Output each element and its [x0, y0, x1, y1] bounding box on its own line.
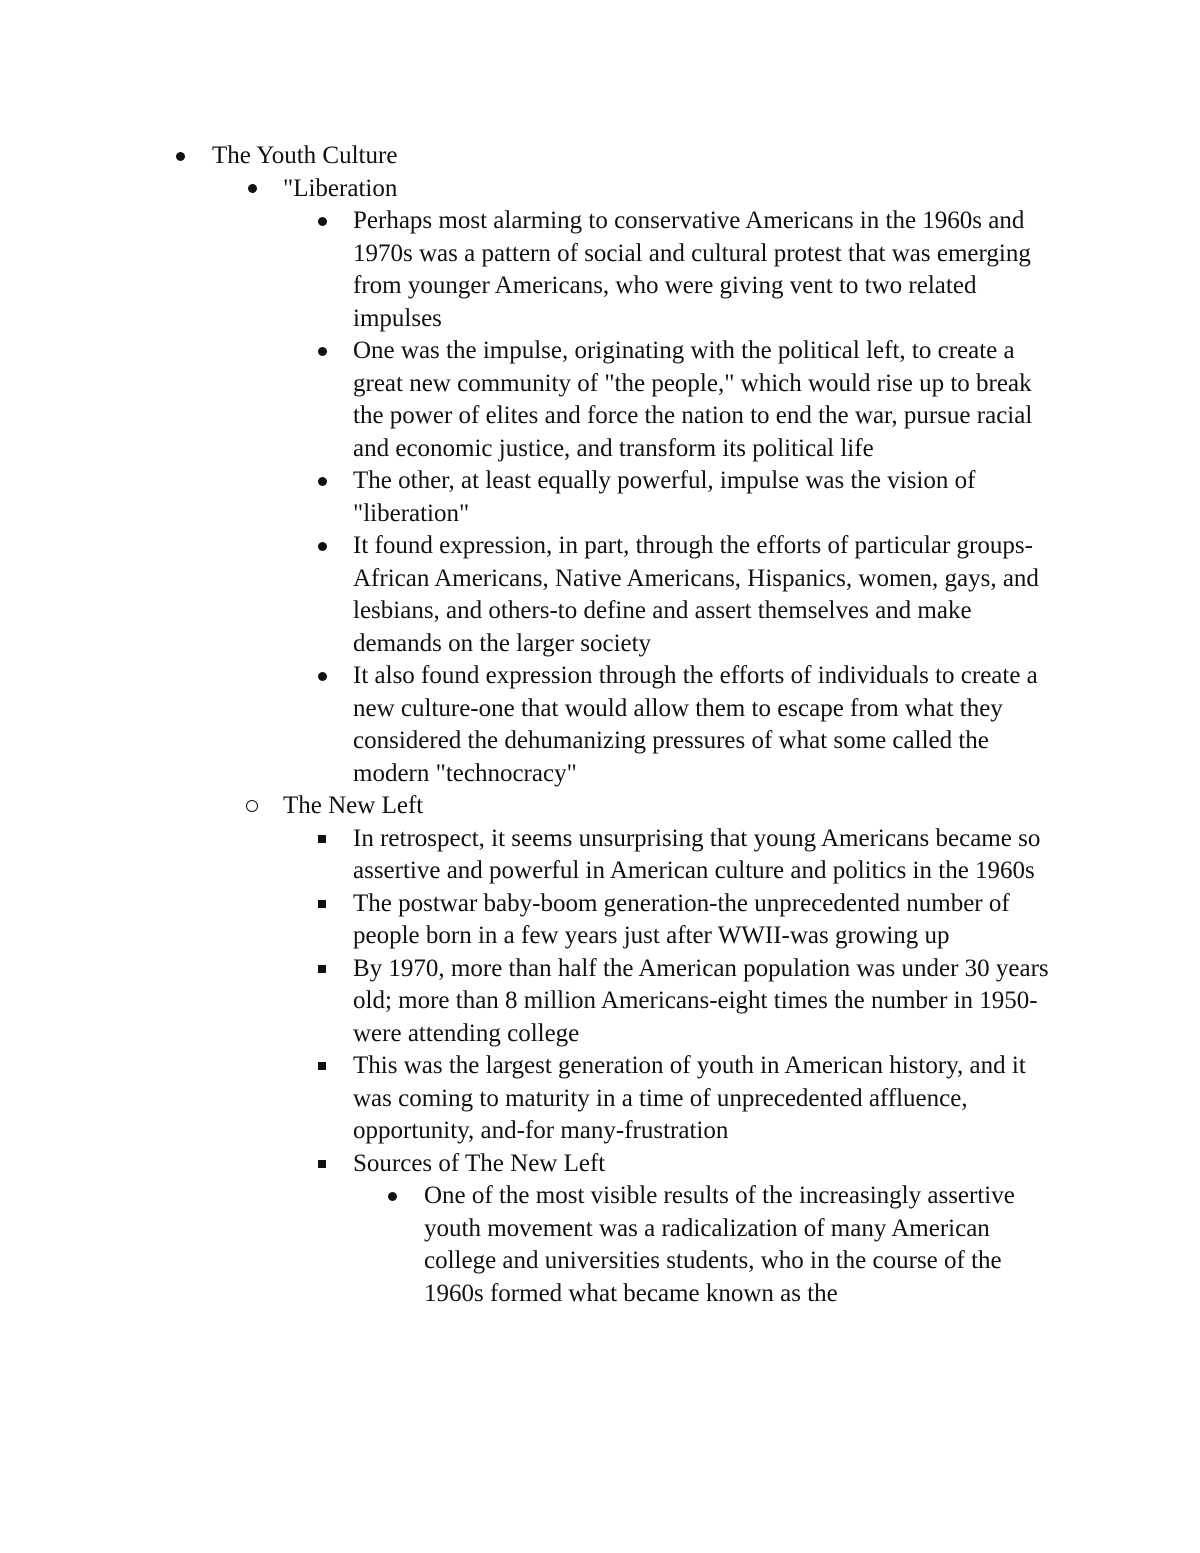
- list-item-text: In retrospect, it seems unsurprising that young Americans became so assertive and powerful in American culture and politics in the 1960s: [353, 824, 1041, 884]
- list-item: [0, 790, 1043, 823]
- list-item: [0, 140, 1032, 173]
- list-item-text: Sources of The New Left: [353, 1149, 606, 1177]
- bullet-icon: [312, 465, 332, 498]
- list-item-text: The New Left: [283, 792, 424, 819]
- circle-bullet-icon: [242, 790, 262, 823]
- square-bullet-icon: [312, 823, 332, 856]
- list-item-text: The postwar baby-boom generation-the unprecedented number of people born in a few years just after WWII-was growing up: [353, 889, 1010, 949]
- bullet-icon: [312, 660, 332, 693]
- bullet-icon: [312, 335, 332, 368]
- square-bullet-icon: [312, 888, 332, 921]
- list-item: [0, 465, 1058, 530]
- list-item: [0, 660, 1058, 790]
- bullet-icon: [242, 173, 262, 206]
- list-item-text: This was the largest generation of youth in American history, and it was coming to maturity in a time of unprecedented affluence, opportunity, and-for many-frustration: [353, 1052, 1026, 1144]
- outline-list: [0, 140, 1200, 1310]
- list-item-text: Perhaps most alarming to conservative Americans in the 1960s and 1970s was a pattern of social and cultural protest that was emerging from younger Americans, who were giving vent to two related impulses: [353, 207, 1031, 332]
- list-item-text: The other, at least equally powerful, impulse was the vision of "liberation": [353, 467, 976, 527]
- bullet-icon: [382, 1180, 402, 1213]
- list-item: [0, 1148, 1058, 1181]
- list-item-text: By 1970, more than half the American population was under 30 years old; more than 8 million Americans-eight times the number in 1950-were attending college: [353, 954, 1049, 1047]
- square-bullet-icon: [312, 1050, 332, 1083]
- bullet-icon: [170, 140, 190, 173]
- list-item: [0, 530, 1058, 660]
- list-item: [0, 823, 1058, 888]
- list-item-text: One was the impulse, originating with the political left, to create a great new community of "the people," which would rise up to break the power of elites and force the nation to end the war, pursue racial and economic justice, and transform its political life: [353, 337, 1033, 462]
- list-item-text: It found expression, in part, through the efforts of particular groups-African Americans, Native Americans, Hispanics, women, gays, and lesbians, and others-to define and assert themselves and make demands on the larger society: [353, 532, 1039, 657]
- bullet-icon: [312, 530, 332, 563]
- bullet-icon: [312, 205, 332, 238]
- list-item-text: One of the most visible results of the increasingly assertive youth movement was a radicalization of many American college and universities students, who in the course of the 1960s formed what became known as the: [424, 1182, 1015, 1307]
- list-item: [0, 205, 1058, 335]
- list-item: [0, 1180, 1064, 1310]
- list-item: [0, 173, 1043, 206]
- list-item: [0, 888, 1058, 953]
- square-bullet-icon: [312, 1148, 332, 1181]
- square-bullet-icon: [312, 953, 332, 986]
- list-item: [0, 953, 1058, 1051]
- list-item-text: "Liberation: [283, 174, 398, 202]
- list-item-text: The Youth Culture: [212, 142, 398, 169]
- list-item: [0, 335, 1058, 465]
- list-item: [0, 1050, 1058, 1148]
- list-item-text: It also found expression through the efforts of individuals to create a new culture-one that would allow them to escape from what they considered the dehumanizing pressures of what some called the modern "technocracy": [353, 662, 1038, 787]
